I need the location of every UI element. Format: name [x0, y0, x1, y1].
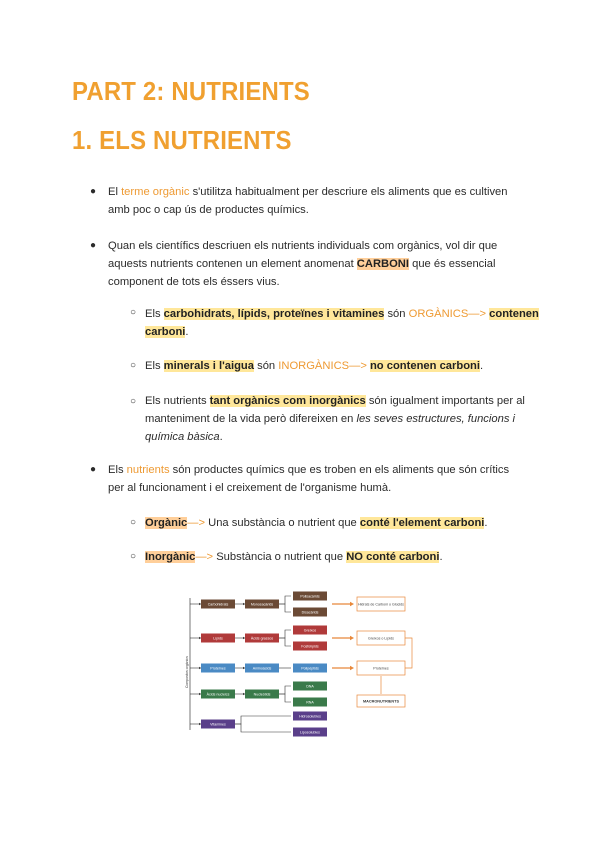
output-arrow-head — [350, 602, 354, 606]
arrow-head — [199, 723, 201, 725]
italic-text: les seves estructures, funcions i — [356, 413, 516, 425]
arrow: —> — [187, 517, 206, 529]
term-organic: terme orgànic — [121, 186, 190, 198]
output-arrow-head — [350, 636, 354, 640]
text: per al funcionament i el creixement de l'organisme humà. — [108, 482, 392, 494]
connector-line — [279, 638, 291, 646]
row-3-sub-label: Nucleòtids — [253, 692, 271, 697]
bullet-dot: ● — [90, 240, 97, 251]
row-4-child-1-label: Liposolubles — [300, 730, 320, 735]
highlight-no-carbon: NO conté carboni — [346, 551, 440, 563]
highlight-no-carbon: no contenen carboni — [369, 360, 480, 372]
arrow-head — [199, 667, 201, 669]
row-0-sub-label: Monosacàrids — [250, 602, 274, 607]
sub-bullet-inorganic-def — [145, 548, 545, 566]
sub-bullet-both — [145, 392, 555, 446]
organic-compounds-diagram — [182, 584, 424, 746]
arrow-head — [243, 667, 245, 669]
row-4-main-label: Vitamines — [210, 722, 226, 727]
sub-bullet-circle: ○ — [130, 360, 137, 371]
highlight-inorganic: Inorgànic — [145, 551, 196, 563]
row-2-child-0-label: Polipèptids — [301, 666, 319, 671]
text: Els — [145, 360, 164, 372]
text: són productes químics que es troben en els aliments que són crítics — [169, 464, 510, 476]
highlight-organics-list: carbohidrats, lípids, proteïnes i vitamines — [163, 308, 385, 320]
sub-bullet-circle: ○ — [130, 551, 137, 562]
row-3-main-label: Àcids nucleics — [206, 692, 230, 697]
text: Els nutrients — [145, 395, 210, 407]
row-1-child-0-label: Greixos — [303, 628, 317, 633]
text: amb poc o cap ús de productes químics. — [108, 204, 309, 216]
row-0-child-0-label: Polisacàrids — [300, 594, 320, 599]
connector-line — [279, 630, 291, 638]
highlight-contain: contenen — [489, 308, 539, 320]
text: . — [185, 326, 189, 338]
text: són — [254, 360, 279, 372]
row-3-child-0-label: DNA — [306, 684, 314, 689]
output-label: Proteïnes — [373, 666, 389, 671]
arrow-head — [199, 693, 201, 695]
text: . — [439, 551, 443, 563]
text: aquests nutrients contenen un element anomenat — [108, 258, 357, 270]
bullet-dot: ● — [90, 464, 97, 475]
macronutrients-bracket — [405, 638, 412, 668]
text: Els — [145, 308, 164, 320]
bullet-nutrients — [108, 461, 548, 497]
connector-line — [279, 686, 291, 694]
text: s'utilitza habitualment per descriure els aliments que es cultiven — [189, 186, 508, 198]
connector-line — [235, 716, 291, 724]
bullet-scientists — [108, 237, 548, 291]
row-0-child-1-label: Disacàrids — [301, 610, 319, 615]
text: . — [484, 517, 488, 529]
row-2-sub-label: Aminoàcids — [252, 666, 272, 671]
output-arrow-head — [350, 666, 354, 670]
bullet-dot: ● — [90, 186, 97, 197]
text: Una substància o nutrient que — [205, 517, 360, 529]
arrow: —> — [195, 551, 214, 563]
part-title: PART 2: NUTRIENTS — [72, 76, 310, 106]
arrow-head — [243, 603, 245, 605]
text: component de tots els éssers vius. — [108, 276, 280, 288]
row-1-child-1-label: Fosfolípids — [301, 644, 319, 649]
inorganics-label: INORGÀNICS—> — [278, 360, 367, 372]
row-4-child-0-label: Hidrosolubles — [299, 714, 321, 719]
vertical-label: Compostos orgànics — [185, 656, 189, 688]
row-1-main-label: Lípids — [213, 636, 223, 641]
highlight-carbon: carboni — [145, 326, 186, 338]
carboni-highlight: CARBONI — [356, 258, 409, 270]
text: són igualment importants per al — [365, 395, 525, 407]
highlight-minerals: minerals i l'aigua — [163, 360, 254, 372]
highlight-contains-carbon: conté l'element carboni — [359, 517, 485, 529]
organics-label: ORGÀNICS—> — [408, 308, 487, 320]
arrow-head — [243, 693, 245, 695]
arrow-head — [199, 603, 201, 605]
connector-line — [279, 604, 291, 612]
sub-bullet-organics — [145, 305, 545, 341]
bullet-organic-term — [108, 183, 548, 219]
text: . — [480, 360, 484, 372]
row-2-main-label: Proteïnes — [210, 666, 226, 671]
text: Quan els científics descriuen els nutrients individuals com orgànics, vol dir que — [108, 240, 498, 252]
connector-line — [279, 694, 291, 702]
text: . — [219, 431, 223, 443]
arrow-head — [243, 637, 245, 639]
sub-bullet-circle: ○ — [130, 307, 137, 318]
text: són — [384, 308, 409, 320]
sub-bullet-circle: ○ — [130, 396, 137, 407]
sub-bullet-circle: ○ — [130, 517, 137, 528]
text: manteniment de la vida però difereixen en — [145, 413, 357, 425]
connector-line — [235, 724, 291, 732]
highlight-organic: Orgànic — [145, 517, 188, 529]
row-3-child-1-label: RNA — [306, 700, 314, 705]
macronutrients-label: MACRONUTRIENTS — [362, 699, 400, 704]
sub-bullet-organic-def — [145, 514, 545, 532]
text: Els — [108, 464, 127, 476]
connector-line — [279, 596, 291, 604]
row-1-sub-label: Àcids grassos — [250, 636, 274, 641]
text: que és essencial — [409, 258, 496, 270]
arrow-head — [199, 637, 201, 639]
output-label: Hidrats de Carboni o Glúcids — [358, 602, 404, 607]
term-nutrients: nutrients — [126, 464, 170, 476]
output-label: Greixos o Lípids — [368, 636, 394, 641]
section-title: 1. ELS NUTRIENTS — [72, 125, 292, 155]
text: Substància o nutrient que — [213, 551, 347, 563]
highlight-both: tant orgànics com inorgànics — [209, 395, 366, 407]
sub-bullet-inorganics — [145, 357, 545, 375]
row-0-main-label: Carbohidrats — [207, 602, 229, 607]
text: El — [108, 186, 122, 198]
italic-text: química bàsica — [145, 431, 220, 443]
